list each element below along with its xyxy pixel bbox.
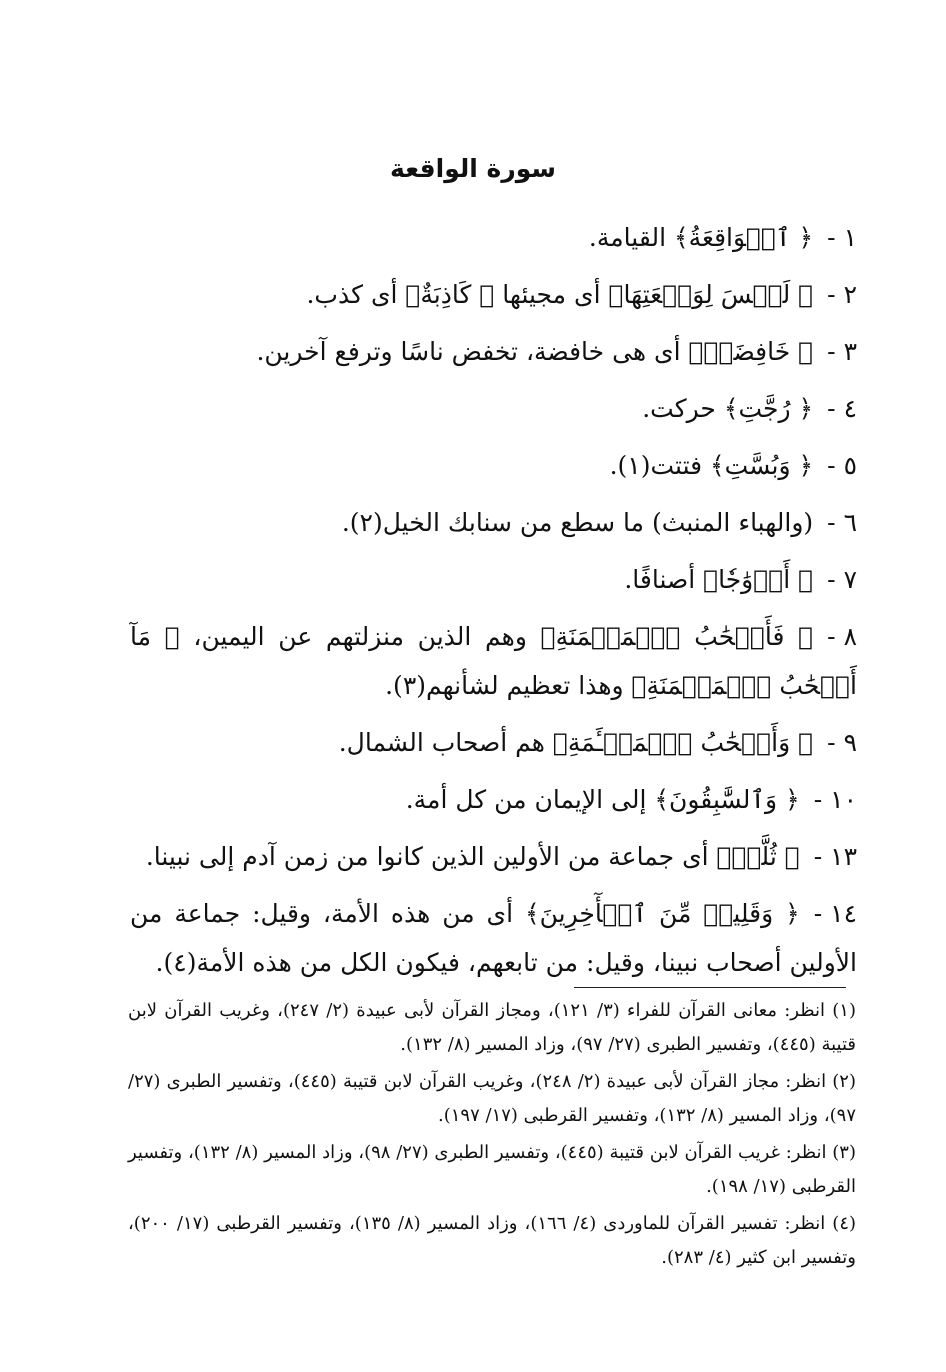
entry-text: (والهباء المنبث) ما سطع من سنابك الخيل(٢).: [341, 508, 814, 537]
entry: [130, 889, 857, 987]
entry: [130, 718, 857, 767]
entry: [130, 775, 857, 824]
footnote-divider: [574, 987, 846, 988]
entry-text: ﴿ رُجَّتِ﴾ حركت.: [642, 394, 814, 423]
entry-text: ﴿ خَافِضَةٞ﴾ أى هى خافضة، تخفض ناسًا وترفع آخرين.: [256, 337, 814, 366]
entry-number: ٨ -: [827, 622, 857, 651]
entry: [130, 270, 857, 319]
entry-number: ١٣ -: [813, 842, 857, 871]
entry-text: ﴿ فَأَصۡحَٰبُ ٱلۡمَيۡمَنَةِ﴾ وهم الذين منزلتهم عن اليمين، ﴿ مَآ أَصۡحَٰبُ ٱلۡمَيۡمَنَةِ﴾ وهذا تعظيم لشأنهم(٣).: [130, 622, 857, 700]
footnote: (١) انظر: معانى القرآن للفراء (٣/ ١٢١)، ومجاز القرآن لأبى عبيدة (٢/ ٢٤٧)، وغريب القرآن لابن قتيبة (٤٤٥)، وتفسير الطبرى (٢٧/ ٩٧)، وزاد المسير (٨/ ١٣٢).: [128, 1000, 856, 1055]
entry-number: ٤ -: [827, 394, 857, 423]
entry-number: ١ -: [827, 223, 857, 252]
entry: [130, 498, 857, 547]
footnote: (٣) انظر: غريب القرآن لابن قتيبة (٤٤٥)، وتفسير الطبرى (٢٧/ ٩٨)، وزاد المسير (٨/ ١٣٢)، وتفسير القرطبى (١٧/ ١٩٨).: [128, 1142, 856, 1197]
entry: [130, 555, 857, 604]
footnote: (٢) انظر: مجاز القرآن لأبى عبيدة (٢/ ٢٤٨)، وغريب القرآن لابن قتيبة (٤٤٥)، وتفسير الطبرى (٢٧/ ٩٧)، وزاد المسير (٨/ ١٣٢)، وتفسير القرطبى (١٧/ ١٩٧).: [128, 1071, 856, 1126]
entry-number: ٣ -: [827, 337, 857, 366]
entry-text: ﴿ ثُلَّةٞ﴾ أى جماعة من الأولين الذين كانوا من زمن آدم إلى نبينا.: [145, 842, 800, 871]
entry-number: ٦ -: [827, 508, 857, 537]
entry: [130, 327, 857, 376]
entry-number: ١٤ -: [813, 899, 857, 928]
entry-text: ﴿ وَأَصۡحَٰبُ ٱلۡمَشۡـَٔمَةِ﴾ هم أصحاب الشمال.: [338, 728, 814, 757]
entry-number: ٩ -: [827, 728, 857, 757]
entry-text: ﴿ ٱلۡوَاقِعَةُ﴾ القيامة.: [588, 223, 814, 252]
surah-title: سورة الواقعة: [390, 154, 556, 183]
entry-number: ٧ -: [827, 565, 857, 594]
footnotes: [128, 994, 856, 1278]
entry-number: ٥ -: [827, 451, 857, 480]
entry-text: ﴿ وَقَلِيلٞ مِّنَ ٱلۡأٓخِرِينَ﴾ أى من هذه الأمة، وقيل: جماعة من الأولين أصحاب نبينا، وقيل: من تابعهم، فيكون الكل من هذه الأمة(٤).: [130, 899, 857, 977]
entry: [130, 612, 857, 710]
entry: [130, 213, 857, 262]
entry-text: ﴿ لَيۡسَ لِوَقۡعَتِهَا﴾ أى مجيئها ﴿ كَاذِبَةٌ﴾ أى كذب.: [306, 280, 814, 309]
entry-number: ١٠ -: [813, 785, 857, 814]
entries-list: [130, 213, 857, 995]
entry-text: ﴿ أَزۡوَٰجٗا﴾ أصنافًا.: [624, 565, 814, 594]
entry: [130, 832, 857, 881]
entry-text: ﴿ وَبُسَّتِ﴾ فتتت(١).: [609, 451, 814, 480]
footnote: (٤) انظر: تفسير القرآن للماوردى (٤/ ١٦٦)، وزاد المسير (٨/ ١٣٥)، وتفسير القرطبى (١٧/ ٢٠٠)، وتفسير ابن كثير (٤/ ٢٨٣).: [128, 1213, 857, 1268]
entry: [130, 441, 857, 490]
entry-text: ﴿ وَٱلسَّٰبِقُونَ﴾ إلى الإيمان من كل أمة.: [405, 785, 800, 814]
entry: [130, 384, 857, 433]
entry-number: ٢ -: [827, 280, 857, 309]
